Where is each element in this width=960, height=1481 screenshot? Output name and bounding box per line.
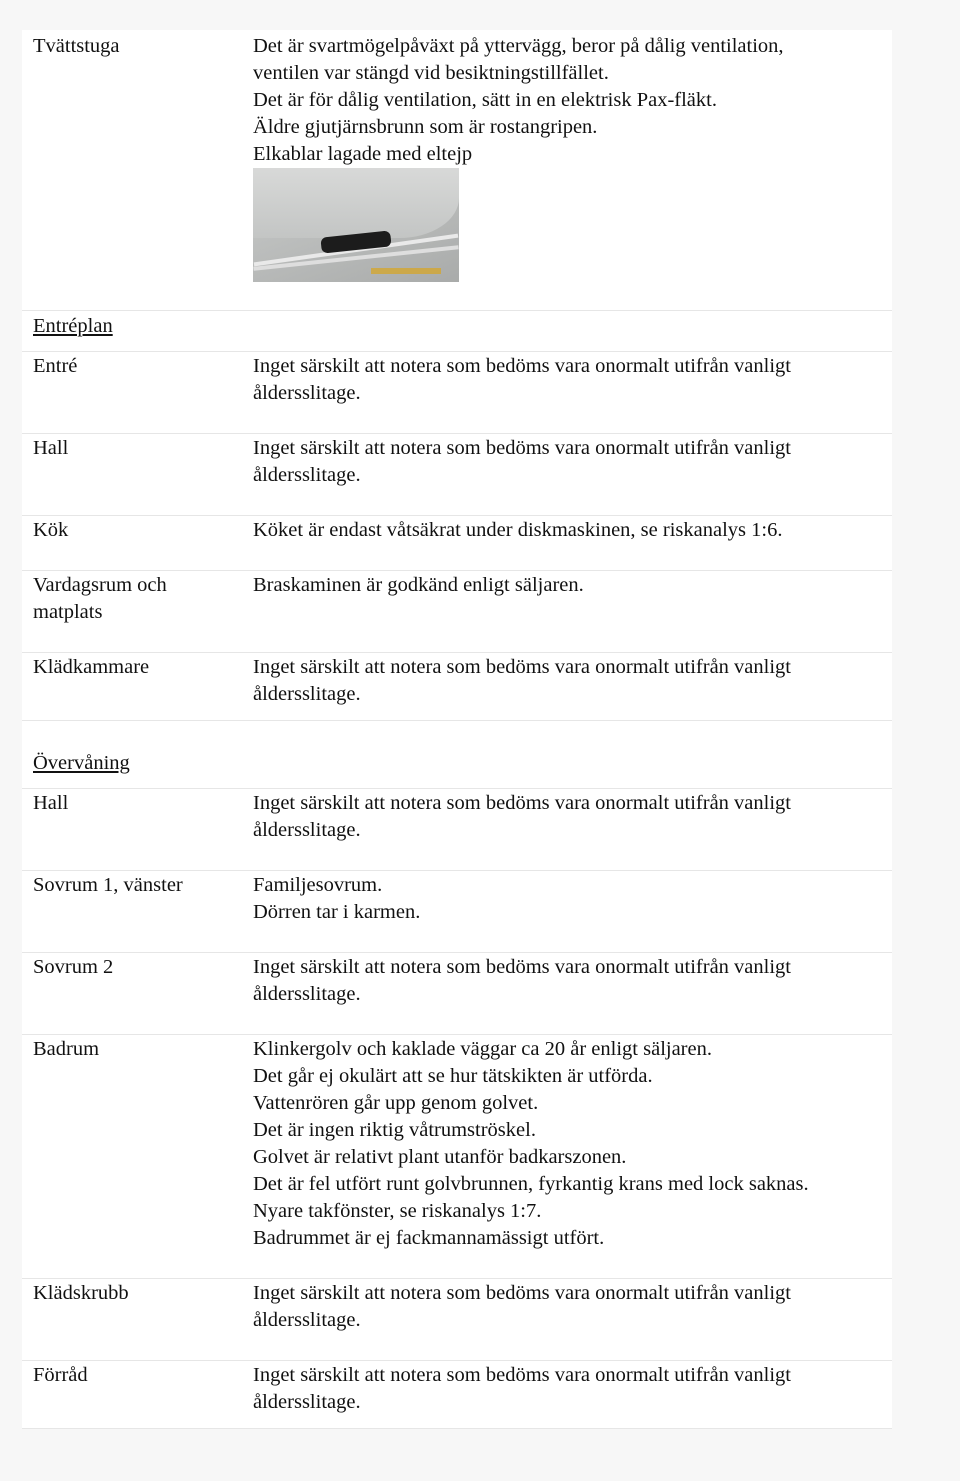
room-label: Sovrum 2 [33,956,114,978]
inspection-table [22,30,892,1429]
room-description: Inget särskilt att notera som bedöms vara onormalt utifrån vanligt åldersslitage. [253,1364,791,1413]
room-label: Förråd [33,1364,88,1386]
table-row [22,434,892,516]
description-line: ventilen var stängd vid besiktningstillfället. [253,62,609,84]
description-line: Det är fel utfört runt golvbrunnen, fyrkantig krans med lock saknas. [253,1173,809,1195]
table-row [22,571,892,653]
room-label: Vardagsrum och matplats [33,574,167,623]
description-line: Det är ingen riktig våtrumströskel. [253,1119,536,1141]
table-row [22,30,892,311]
table-row [22,953,892,1035]
room-description: Köket är endast våtsäkrat under diskmaskinen, se riskanalys 1:6. [253,519,783,541]
room-label: Sovrum 1, vänster [33,874,183,896]
description-line: Klinkergolv och kaklade väggar ca 20 år enligt säljaren. [253,1038,712,1060]
room-description: Inget särskilt att notera som bedöms vara onormalt utifrån vanligt åldersslitage. [253,792,791,841]
table-row [22,871,892,953]
description-line: Vattenrören går upp genom golvet. [253,1092,539,1114]
room-label: Hall [33,437,69,459]
room-description [253,33,881,282]
table-row [22,1361,892,1429]
description-line: Badrummet är ej fackmannamässigt utfört. [253,1227,605,1249]
room-description: Inget särskilt att notera som bedöms vara onormalt utifrån vanligt åldersslitage. [253,355,791,404]
room-label: Badrum [33,1038,100,1060]
table-row [22,1279,892,1361]
room-description: Inget särskilt att notera som bedöms vara onormalt utifrån vanligt åldersslitage. [253,656,791,705]
cable-photo [253,168,459,282]
room-description [253,872,881,926]
table-row [22,352,892,434]
room-label: Entré [33,355,78,377]
table-row [22,653,892,721]
table-row [22,516,892,571]
room-label: Klädskrubb [33,1282,129,1304]
room-description [253,1036,881,1252]
room-description: Inget särskilt att notera som bedöms vara onormalt utifrån vanligt åldersslitage. [253,956,791,1005]
section-heading-entreplan: Entréplan [22,311,892,352]
table-row [22,1035,892,1279]
description-line: Äldre gjutjärnsbrunn som är rostangripen. [253,116,598,138]
description-line: Dörren tar i karmen. [253,901,421,923]
description-line: Familjesovrum. [253,874,383,896]
description-line: Det går ej okulärt att se hur tätskikten är utförda. [253,1065,653,1087]
room-label: Hall [33,792,69,814]
description-line: Nyare takfönster, se riskanalys 1:7. [253,1200,542,1222]
room-description: Inget särskilt att notera som bedöms vara onormalt utifrån vanligt åldersslitage. [253,437,791,486]
description-line: Golvet är relativt plant utanför badkarszonen. [253,1146,627,1168]
room-label: Kök [33,519,69,541]
description-line: Elkablar lagade med eltejp [253,143,473,165]
room-label: Klädkammare [33,656,150,678]
section-heading-overvaning: Övervåning [22,721,892,789]
room-description: Braskaminen är godkänd enligt säljaren. [253,574,584,596]
description-line: Det är svartmögelpåväxt på yttervägg, beror på dålig ventilation, [253,35,784,57]
room-label: Tvättstuga [33,35,120,57]
table-row [22,789,892,871]
description-line: Det är för dålig ventilation, sätt in en elektrisk Pax-fläkt. [253,89,717,111]
room-description: Inget särskilt att notera som bedöms vara onormalt utifrån vanligt åldersslitage. [253,1282,791,1331]
